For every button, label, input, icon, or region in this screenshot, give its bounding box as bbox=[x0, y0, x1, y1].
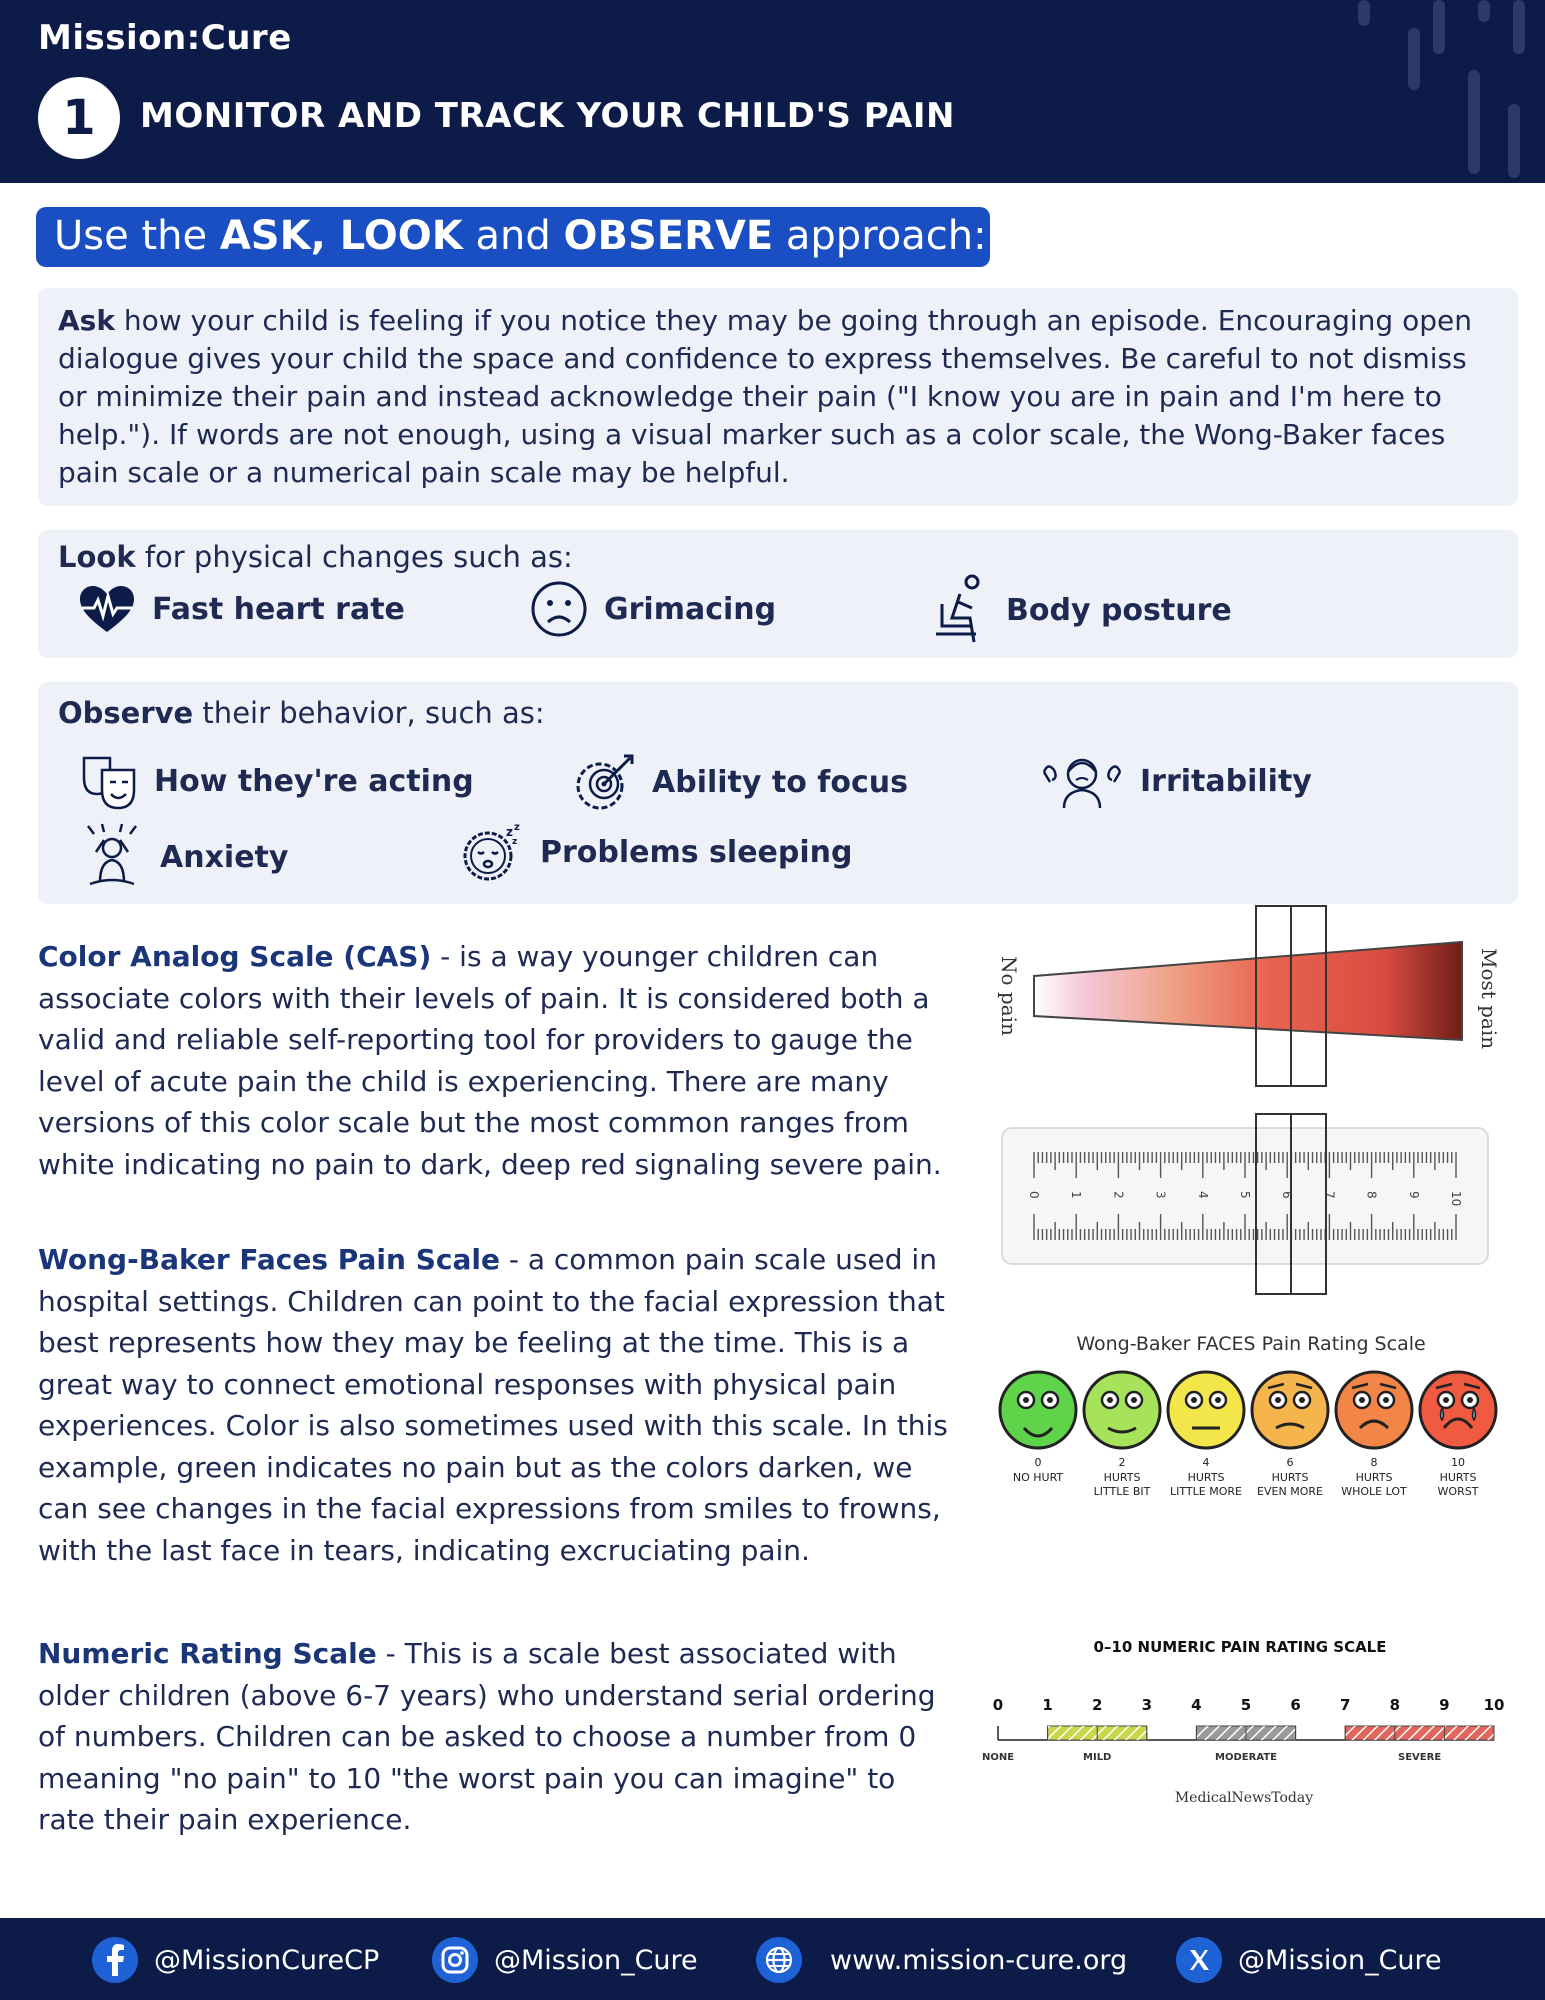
approach-suffix: approach: bbox=[773, 213, 987, 259]
observe-panel bbox=[38, 682, 1518, 904]
wong-baker-term: Wong-Baker Faces Pain Scale bbox=[38, 1243, 500, 1276]
observe-item-label: How they're acting bbox=[154, 763, 474, 799]
face-label: WHOLE LOT bbox=[1341, 1485, 1407, 1498]
ruler-number: 4 bbox=[1195, 1191, 1210, 1199]
observe-item-acting bbox=[80, 752, 474, 810]
face-pupil bbox=[1047, 1397, 1053, 1403]
numeric-scale-number: 10 bbox=[1483, 1696, 1505, 1714]
observe-item-sleeping bbox=[462, 822, 852, 882]
decorative-bar bbox=[1513, 0, 1525, 54]
face-label: LITTLE MORE bbox=[1170, 1485, 1242, 1498]
numeric-scale-bands bbox=[982, 1726, 1494, 1763]
header-banner bbox=[0, 0, 1545, 183]
approach-and: and bbox=[462, 213, 564, 259]
cas-label-no-pain: No pain bbox=[997, 956, 1021, 1036]
approach-comma: , bbox=[310, 213, 340, 259]
face-value: 0 bbox=[1034, 1456, 1042, 1469]
look-item-label: Grimacing bbox=[604, 591, 777, 627]
decorative-bar bbox=[1408, 28, 1420, 90]
cas-gradient-wedge bbox=[1034, 942, 1462, 1040]
ruler-number: 10 bbox=[1449, 1191, 1463, 1207]
numeric-scale-number: 0 bbox=[992, 1696, 1004, 1714]
approach-banner bbox=[36, 207, 990, 267]
face-value: 10 bbox=[1451, 1456, 1465, 1469]
instagram-icon bbox=[432, 1937, 478, 1983]
wong-baker-face[interactable] bbox=[1420, 1372, 1496, 1498]
numeric-scale-number: 8 bbox=[1389, 1696, 1401, 1714]
observe-lead: Observe bbox=[58, 696, 194, 730]
face-label: WORST bbox=[1437, 1485, 1479, 1498]
wong-baker-face[interactable] bbox=[1336, 1372, 1412, 1498]
approach-look: LOOK bbox=[339, 213, 463, 259]
footer bbox=[0, 1918, 1545, 2000]
face-circle bbox=[1252, 1372, 1328, 1448]
look-item-label: Fast heart rate bbox=[152, 591, 405, 627]
wong-baker-face[interactable] bbox=[1252, 1372, 1328, 1498]
observe-item-irritability bbox=[1040, 752, 1312, 810]
observe-heading bbox=[58, 696, 545, 730]
numeric-scale-numbers bbox=[993, 1696, 1505, 1714]
ruler-number: 9 bbox=[1406, 1191, 1421, 1199]
theater-masks-icon bbox=[80, 752, 138, 810]
heart-rate-icon bbox=[78, 584, 136, 634]
face-label: HURTS bbox=[1271, 1471, 1309, 1484]
wong-baker-faces-scale bbox=[996, 1324, 1506, 1504]
face-label: HURTS bbox=[1187, 1471, 1225, 1484]
face-pupil bbox=[1443, 1397, 1449, 1403]
numeric-scale-number: 9 bbox=[1439, 1696, 1450, 1714]
face-circle bbox=[1168, 1372, 1244, 1448]
numeric-band-label: NONE bbox=[981, 1752, 1015, 1763]
anxious-person-icon bbox=[80, 822, 144, 892]
numeric-scale-credit: MedicalNewsToday bbox=[1174, 1790, 1314, 1806]
look-panel bbox=[38, 530, 1518, 658]
ruler-number: 8 bbox=[1364, 1191, 1379, 1199]
face-tear bbox=[1441, 1408, 1444, 1420]
look-lead: Look bbox=[58, 540, 136, 574]
ruler-number: 6 bbox=[1280, 1191, 1295, 1199]
ask-lead: Ask bbox=[58, 304, 115, 337]
page-title: MONITOR AND TRACK YOUR CHILD'S PAIN bbox=[140, 96, 955, 136]
svg-text:z: z bbox=[514, 822, 520, 833]
step-number: 1 bbox=[38, 77, 120, 159]
target-gear-icon bbox=[574, 752, 636, 812]
look-heading bbox=[58, 540, 573, 574]
face-pupil bbox=[1467, 1397, 1473, 1403]
footer-website[interactable] bbox=[756, 1937, 1127, 1983]
numeric-scale-number: 7 bbox=[1339, 1696, 1351, 1714]
cas-description bbox=[38, 936, 948, 1185]
footer-x-handle[interactable]: @Mission_Cure bbox=[1238, 1944, 1442, 1976]
wong-baker-faces bbox=[1000, 1372, 1496, 1498]
face-pupil bbox=[1299, 1397, 1305, 1403]
face-pupil bbox=[1191, 1397, 1197, 1403]
face-pupil bbox=[1215, 1397, 1221, 1403]
ruler-number: 7 bbox=[1322, 1191, 1337, 1199]
cas-term: Color Analog Scale (CAS) bbox=[38, 940, 432, 973]
sleeping-face-icon bbox=[462, 822, 524, 882]
face-circle bbox=[1420, 1372, 1496, 1448]
footer-website-url[interactable]: www.mission-cure.org bbox=[830, 1944, 1128, 1976]
numeric-scale-number: 1 bbox=[1042, 1696, 1053, 1714]
face-value: 6 bbox=[1286, 1456, 1294, 1469]
brand-name: Mission:Cure bbox=[38, 18, 292, 58]
face-pupil bbox=[1131, 1397, 1137, 1403]
decorative-bar bbox=[1433, 0, 1445, 54]
decorative-bar bbox=[1478, 0, 1490, 22]
observe-item-label: Irritability bbox=[1140, 763, 1312, 799]
footer-facebook[interactable] bbox=[92, 1937, 379, 1983]
numeric-band-label: MODERATE bbox=[1215, 1752, 1277, 1763]
face-pupil bbox=[1359, 1397, 1365, 1403]
face-label: NO HURT bbox=[1012, 1471, 1064, 1484]
wong-baker-description bbox=[38, 1239, 948, 1571]
numeric-rating-scale bbox=[981, 1630, 1506, 1810]
numeric-text: - This is a scale best associated with older children (above 6-7 years) who understand serial ordering of numbers. Children can be asked to choose a number from 0 meaning "no pain" to 10 "the worst pain you can imagine" to rate their pain experience. bbox=[38, 1637, 936, 1836]
approach-prefix: Use the bbox=[54, 213, 220, 259]
numeric-scale-number: 5 bbox=[1240, 1696, 1252, 1714]
cas-label-most-pain: Most pain bbox=[1477, 948, 1501, 1050]
facebook-icon bbox=[92, 1937, 138, 1983]
face-value: 8 bbox=[1370, 1456, 1378, 1469]
look-item-label: Body posture bbox=[1006, 592, 1232, 628]
ruler-number: 2 bbox=[1111, 1191, 1126, 1199]
face-value: 4 bbox=[1202, 1456, 1210, 1469]
face-pupil bbox=[1275, 1397, 1281, 1403]
approach-observe: OBSERVE bbox=[563, 213, 774, 259]
face-label: EVEN MORE bbox=[1257, 1485, 1323, 1498]
seated-posture-icon bbox=[930, 574, 990, 646]
observe-text: their behavior, such as: bbox=[193, 696, 545, 730]
decorative-bar bbox=[1508, 104, 1520, 178]
cas-text: - is a way younger children can associate colors with their levels of pain. It is considered both a valid and reliable self-reporting tool for providers to gauge the level of acute pain the child is experiencing. There are many versions of this color scale but the most common ranges from white indicating no pain to dark, deep red signaling severe pain. bbox=[38, 940, 942, 1181]
numeric-scale-title: 0–10 NUMERIC PAIN RATING SCALE bbox=[1093, 1638, 1387, 1656]
svg-text:z: z bbox=[512, 837, 518, 847]
globe-icon bbox=[756, 1937, 802, 1983]
footer-instagram-handle[interactable]: @Mission_Cure bbox=[494, 1944, 698, 1976]
numeric-scale-number: 6 bbox=[1290, 1696, 1301, 1714]
numeric-band-label: SEVERE bbox=[1398, 1752, 1442, 1763]
wong-baker-face[interactable] bbox=[1084, 1372, 1160, 1498]
observe-item-anxiety bbox=[80, 822, 288, 892]
x-logo-icon bbox=[1176, 1937, 1222, 1983]
numeric-term: Numeric Rating Scale bbox=[38, 1637, 377, 1670]
footer-x[interactable] bbox=[1176, 1937, 1442, 1983]
observe-item-label: Ability to focus bbox=[652, 764, 908, 800]
look-text: for physical changes such as: bbox=[135, 540, 573, 574]
numeric-scale-number: 4 bbox=[1191, 1696, 1202, 1714]
ruler-number: 1 bbox=[1069, 1191, 1084, 1199]
frustrated-person-icon bbox=[1040, 752, 1124, 810]
ruler-number: 0 bbox=[1027, 1191, 1041, 1199]
ruler-number: 3 bbox=[1153, 1191, 1168, 1199]
numeric-description bbox=[38, 1633, 948, 1841]
face-label: LITTLE BIT bbox=[1093, 1485, 1151, 1498]
observe-item-label: Anxiety bbox=[160, 839, 289, 875]
wong-baker-text: - a common pain scale used in hospital settings. Children can point to the facial expression that best represents how they may be feeling at the time. This is a great way to connect emotional responses with physical pain experiences. Color is also sometimes used with this scale. In this example, green indicates no pain but as the colors darken, we can see changes in the facial expressions from smiles to frowns, with the last face in tears, indicating excruciating pain. bbox=[38, 1243, 948, 1567]
numeric-scale-number: 3 bbox=[1141, 1696, 1153, 1714]
face-label: HURTS bbox=[1355, 1471, 1393, 1484]
look-item-body-posture bbox=[930, 574, 1232, 646]
face-pupil bbox=[1023, 1397, 1029, 1403]
look-item-heart-rate bbox=[78, 584, 405, 634]
observe-item-label: Problems sleeping bbox=[540, 834, 853, 870]
face-label: HURTS bbox=[1103, 1471, 1141, 1484]
decorative-bar bbox=[1468, 70, 1480, 174]
numeric-scale-number: 2 bbox=[1091, 1696, 1103, 1714]
look-item-grimacing bbox=[530, 580, 776, 638]
footer-instagram[interactable] bbox=[432, 1937, 698, 1983]
svg-text:z: z bbox=[506, 825, 513, 839]
observe-item-focus bbox=[574, 752, 908, 812]
ask-panel bbox=[38, 288, 1518, 506]
face-tear bbox=[1473, 1408, 1476, 1420]
face-pupil bbox=[1107, 1397, 1113, 1403]
wong-baker-face[interactable] bbox=[1168, 1372, 1244, 1498]
wong-baker-title: Wong-Baker FACES Pain Rating Scale bbox=[1076, 1333, 1426, 1355]
approach-ask: ASK bbox=[219, 213, 311, 259]
face-circle bbox=[1084, 1372, 1160, 1448]
face-value: 2 bbox=[1118, 1456, 1126, 1469]
face-circle bbox=[1336, 1372, 1412, 1448]
ask-text: how your child is feeling if you notice they may be going through an episode. Encouraging open dialogue gives your child the space and confidence to express themselves. Be careful to not dismiss or minimize their pain and instead acknowledge their pain ("I know you are in pain and I'm here to help."). If words are not enough, using a visual marker such as a color scale, the Wong-Baker faces pain scale or a numerical pain scale may be helpful. bbox=[58, 304, 1472, 489]
face-pupil bbox=[1383, 1397, 1389, 1403]
face-label: HURTS bbox=[1439, 1471, 1477, 1484]
numeric-band-label: MILD bbox=[1083, 1752, 1112, 1763]
color-analog-scale bbox=[990, 904, 1510, 1296]
wong-baker-face[interactable] bbox=[1000, 1372, 1076, 1484]
decorative-bar bbox=[1358, 0, 1370, 26]
numeric-band-hatch bbox=[1345, 1726, 1494, 1740]
footer-facebook-handle[interactable]: @MissionCureCP bbox=[154, 1944, 380, 1976]
ruler-number: 5 bbox=[1238, 1191, 1252, 1199]
frown-face-icon bbox=[530, 580, 588, 638]
